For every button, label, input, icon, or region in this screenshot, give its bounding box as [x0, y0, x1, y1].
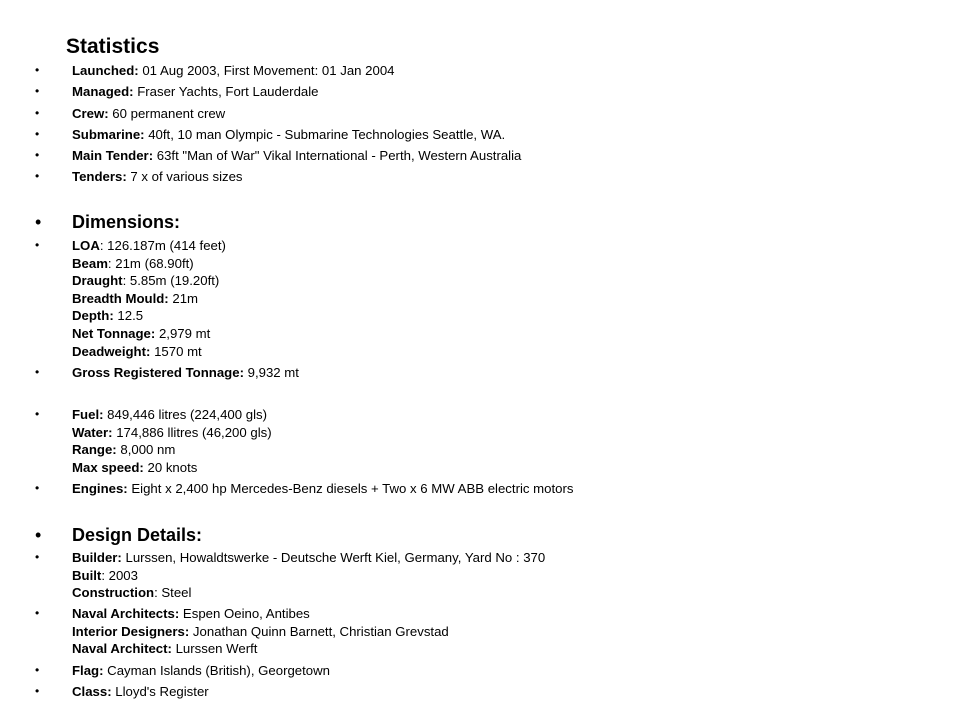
design-heading: Design Details:: [72, 525, 203, 545]
launched-value: 01 Aug 2003, First Movement: 01 Jan 2004: [138, 63, 395, 78]
range-label: Range:: [72, 442, 117, 458]
bullet: •: [35, 84, 40, 98]
engines-value: Eight x 2,400 hp Mercedes-Benz diesels + Two x 6 MW ABB electric motors: [127, 481, 574, 496]
class-value: Lloyd's Register: [111, 684, 209, 699]
class-label: Class:: [72, 684, 112, 699]
naval-architect-value: Lurssen Werft: [171, 641, 258, 657]
draught-label: Draught: [72, 273, 123, 289]
flag-label: Flag:: [72, 663, 104, 678]
naval-architect-label: Naval Architect:: [72, 641, 172, 657]
water-label: Water:: [72, 424, 113, 440]
fuel-value: 849,446 litres (224,400 gls): [103, 407, 267, 422]
built-value: : 2003: [101, 567, 138, 583]
builder-value: Lurssen, Howaldtswerke - Deutsche Werft Kiel, Germany, Yard No : 370: [121, 550, 546, 565]
draught-value: : 5.85m (19.20ft): [122, 273, 220, 289]
naval-architects-label: Naval Architects:: [72, 606, 180, 621]
page-title: Statistics: [66, 35, 160, 58]
tenders-label: Tenders:: [72, 169, 127, 184]
built-label: Built: [72, 567, 102, 583]
naval-architects-value: Espen Oeino, Antibes: [179, 606, 310, 621]
tenders-value: 7 x of various sizes: [126, 169, 243, 184]
bullet: •: [35, 169, 40, 183]
bullet: •: [35, 684, 40, 698]
dimensions-heading: Dimensions:: [72, 212, 181, 232]
range-value: 8,000 nm: [116, 442, 176, 458]
depth-label: Depth:: [72, 308, 114, 324]
bullet: •: [35, 663, 40, 677]
construction-label: Construction: [72, 585, 155, 601]
construction-value: : Steel: [154, 585, 192, 601]
net-tonnage-label: Net Tonnage:: [72, 325, 156, 341]
submarine-label: Submarine:: [72, 127, 145, 142]
builder-label: Builder:: [72, 550, 122, 565]
interior-designers-label: Interior Designers:: [72, 623, 190, 639]
bullet: •: [35, 407, 40, 421]
water-value: 174,886 llitres (46,200 gls): [112, 424, 272, 440]
max-speed-label: Max speed:: [72, 459, 144, 475]
bullet: •: [35, 365, 40, 379]
breadth-mould-label: Breadth Mould:: [72, 290, 169, 306]
bullet: •: [35, 238, 40, 252]
bullet: •: [35, 106, 40, 120]
max-speed-value: 20 knots: [143, 459, 198, 475]
bullet: •: [35, 550, 40, 564]
breadth-mould-value: 21m: [168, 290, 199, 306]
engines-label: Engines:: [72, 481, 128, 496]
submarine-value: 40ft, 10 man Olympic - Submarine Technologies Seattle, WA.: [144, 127, 506, 142]
loa-value: : 126.187m (414 feet): [99, 238, 226, 253]
managed-value: Fraser Yachts, Fort Lauderdale: [133, 84, 319, 99]
bullet: •: [35, 212, 42, 232]
main-tender-value: 63ft "Man of War" Vikal International - Perth, Western Australia: [153, 148, 522, 163]
crew-value: 60 permanent crew: [108, 106, 226, 121]
gross-tonnage-value: 9,932 mt: [243, 365, 299, 380]
interior-designers-value: Jonathan Quinn Barnett, Christian Grevstad: [189, 623, 449, 639]
net-tonnage-value: 2,979 mt: [155, 325, 211, 341]
deadweight-value: 1570 mt: [150, 343, 202, 359]
bullet: •: [35, 481, 40, 495]
beam-value: : 21m (68.90ft): [107, 255, 194, 271]
depth-value: 12.5: [113, 308, 144, 324]
fuel-label: Fuel:: [72, 407, 104, 422]
managed-label: Managed:: [72, 84, 134, 99]
bullet: •: [35, 525, 42, 545]
bullet: •: [35, 127, 40, 141]
main-tender-label: Main Tender:: [72, 148, 154, 163]
bullet: •: [35, 606, 40, 620]
flag-value: Cayman Islands (British), Georgetown: [103, 663, 330, 678]
crew-label: Crew:: [72, 106, 109, 121]
bullet: •: [35, 148, 40, 162]
beam-label: Beam: [72, 255, 108, 271]
loa-label: LOA: [72, 238, 100, 253]
deadweight-label: Deadweight:: [72, 343, 151, 359]
launched-label: Launched:: [72, 63, 139, 78]
bullet: •: [35, 63, 40, 77]
gross-tonnage-label: Gross Registered Tonnage:: [72, 365, 244, 380]
